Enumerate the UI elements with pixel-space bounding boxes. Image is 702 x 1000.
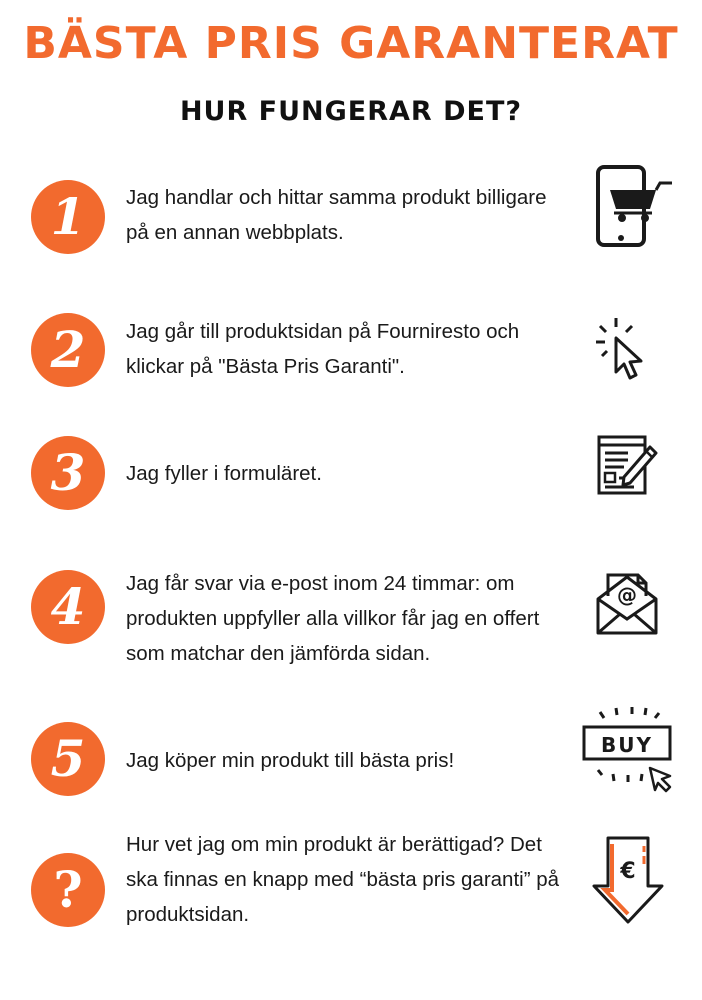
step-text: Jag fyller i formuläret. [126,462,322,485]
step-number-badge: 2 [31,313,105,387]
step-number-badge: 3 [31,436,105,510]
step-number-badge: 5 [31,722,105,796]
step-number-badge: ? [31,853,105,927]
form-pencil-icon [594,433,660,497]
step-text: Jag går till produktsidan på Fourniresto och klickar på "Bästa Pris Garanti". [126,320,520,378]
step-number-badge: 4 [31,570,105,644]
euro-down-arrow-icon [588,834,668,930]
cursor-click-icon [594,316,650,384]
page-title: BÄSTA PRIS GARANTERAT [23,18,679,69]
phone-cart-icon [590,163,676,251]
at-symbol: @ [617,583,637,607]
buy-button-icon [580,702,676,794]
buy-label: BUY [601,733,653,757]
step-number-badge: 1 [31,180,105,254]
step-text: Hur vet jag om min produkt är berättigad? Det ska finnas en knapp med “bästa pris garanti” på produktsidan. [126,833,560,926]
step-text: Jag köper min produkt till bästa pris! [126,749,455,772]
step-text: Jag får svar via e-post inom 24 timmar: om produkten uppfyller alla villkor får jag en offert som matchar den jämförda sidan. [126,572,540,665]
page-subtitle: HUR FUNGERAR DET? [179,96,523,127]
email-envelope-icon [594,571,660,637]
step-text: Jag handlar och hittar samma produkt billigare på en annan webbplats. [126,186,547,244]
euro-symbol: € [620,859,636,884]
